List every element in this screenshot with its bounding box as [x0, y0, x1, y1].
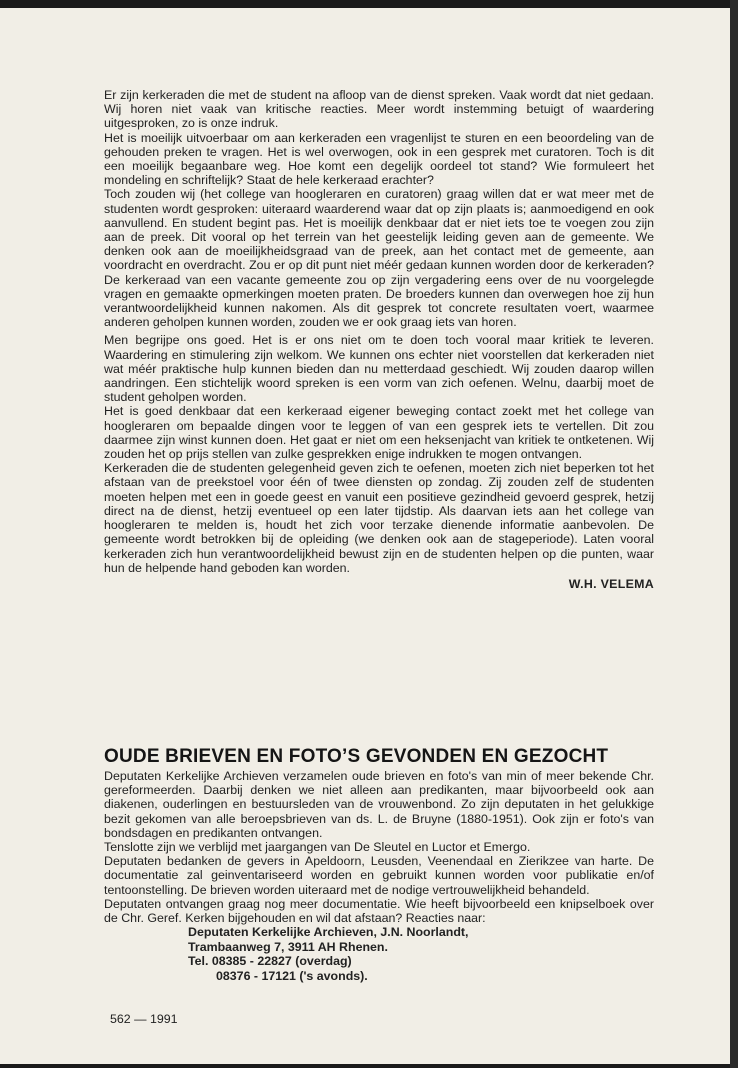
address-line: 08376 - 17121 ('s avonds).: [216, 969, 368, 984]
article-body: [104, 88, 654, 591]
paragraph: Deputaten Kerkelijke Archieven verzamelen oude brieven en foto's van min of meer bekende Chr. gereformeerden. Daarbij denken we niet alleen aan predikanten, maar bijvoorbeeld ook aan diakenen, ouderlingen en bestuursleden van de vrouwenbond. Zo zijn deputaten in het gelukkige bezit gekomen van alle beroepsbrieven van ds. L. de Bruyne (1880-1951). Ook zijn er foto's van bondsdagen en predikanten ontvangen.: [104, 769, 654, 840]
scan-edge: [730, 0, 738, 1068]
paragraph: Er zijn kerkeraden die met de student na afloop van de dienst spreken. Vaak wordt dat niet gedaan. Wij horen niet vaak van kritische reacties. Meer wordt instemming betuigt of waardering uitgesproken, zo is onze indruk.: [104, 88, 654, 131]
paragraph: Het is moeilijk uitvoerbaar om aan kerkeraden een vragenlijst te sturen en een beoordeling van de gehouden preken te vragen. Het is wel overwogen, ook in een gesprek met curatoren. Toch is dit een moeilijk begaanbare weg. Hoe komt een degelijk oordeel tot stand? Wie formuleert het mondeling en schriftelijk? Staat de hele kerkeraad erachter?: [104, 130, 654, 188]
address-line: Tel. 08385 - 22827 (overdag): [188, 954, 352, 969]
paragraph: Deputaten bedanken de gevers in Apeldoorn, Leusden, Veenendaal en Zierikzee van harte. De documentatie zal geinventariseerd worden en gebruikt kunnen worden voor publikatie en/of tentoonstelling. De brieven worden uiteraard met de nodige vertrouwelijkheid behandeld.: [104, 854, 654, 897]
page-footer: 562 — 1991: [110, 1012, 178, 1026]
address-line: Deputaten Kerkelijke Archieven, J.N. Noorlandt,: [188, 925, 469, 940]
paragraph: Het is goed denkbaar dat een kerkeraad eigener beweging contact zoekt met het college van hoogleraren om bepaalde dingen voor te leggen of van een gesprek iets te vertellen. Dit zou daarmee zijn winst kunnen doen. Het gaat er niet om een heksenjacht van kritiek te ontketenen. Wij zouden het op prijs stellen van zulke gesprekken enige indrukken te mogen ontvangen.: [104, 404, 654, 462]
paragraph: Tenslotte zijn we verblijd met jaargangen van De Sleutel en Luctor et Emergo.: [104, 840, 531, 855]
address-line: Trambaanweg 7, 3911 AH Rhenen.: [188, 939, 388, 954]
document-page: [0, 8, 730, 1064]
second-article: [104, 746, 654, 984]
paragraph: Kerkeraden die de studenten gelegenheid geven zich te oefenen, moeten zich niet beperken tot het afstaan van de preekstoel voor één of twee diensten op zondag. Zij zouden zelf de studenten moeten helpen met een in goede geest en vanuit een positieve gezindheid gevoerd gesprek, hetzij direct na de dienst, hetzij eventueel op een later tijdstip. Als daarvan iets aan het college van hoogleraren te melden is, houdt het zich voor terzake dienende informatie aanbevolen. De gemeente wordt betrokken bij de opleiding (we denken ook aan de stageperiode). Laten vooral kerkeraden zich hun verantwoordelijkheid bewust zijn en de studenten helpen op die punten, waar hun de helpende hand geboden kan worden.: [104, 461, 654, 575]
paragraph: Men begrijpe ons goed. Het is er ons niet om te doen toch vooral maar kritiek te leveren. Waardering en stimulering zijn welkom. We kunnen ons echter niet voorstellen dat kerkeraden niet wat méér praktische hulp kunnen bieden dan nu metterdaad geschiedt. Wij zouden daarop willen aandringen. Een stichtelijk woord spreken is een vorm van zich oefenen. Welnu, daarbij moet de student geholpen worden.: [104, 333, 654, 405]
paragraph: Toch zouden wij (het college van hoogleraren en curatoren) graag willen dat er wat meer met de studenten wordt gesproken: uiteraard waarderend waar dat op zijn plaats is; aanmoedigend en ook aanvullend. En student begint pas. Het is moeilijk denkbaar dat er niet iets toe te voegen zou zijn aan de preek. Dit vooral op het terrein van het geestelijk leiding geven aan de gemeente. We denken ook aan de moeilijkheidsgraad van de preek, aan het contact met de gemeente, aan voordracht en overdracht. Zou er op dit punt niet méér gedaan kunnen worden door de kerkeraden? De kerkeraad van een vacante gemeente zou op zijn vergadering eens over de nu voorgelegde vragen en gemaakte opmerkingen moeten praten. De broeders kunnen dan overwegen hoe zij hun verantwoordelijkheid kunnen nakomen. Als dit gesprek tot concrete resultaten voert, waarmee anderen geholpen kunnen worden, zouden we er ook graag iets van horen.: [104, 187, 654, 330]
contact-address: [188, 925, 654, 983]
article-heading: OUDE BRIEVEN EN FOTO’S GEVONDEN EN GEZOCHT: [104, 746, 609, 767]
paragraph: Deputaten ontvangen graag nog meer documentatie. Wie heeft bijvoorbeeld een knipselboek over de Chr. Geref. Kerken bijgehouden en wil dat afstaan? Reacties naar:: [104, 896, 654, 926]
author-signature: W.H. VELEMA: [568, 576, 654, 591]
